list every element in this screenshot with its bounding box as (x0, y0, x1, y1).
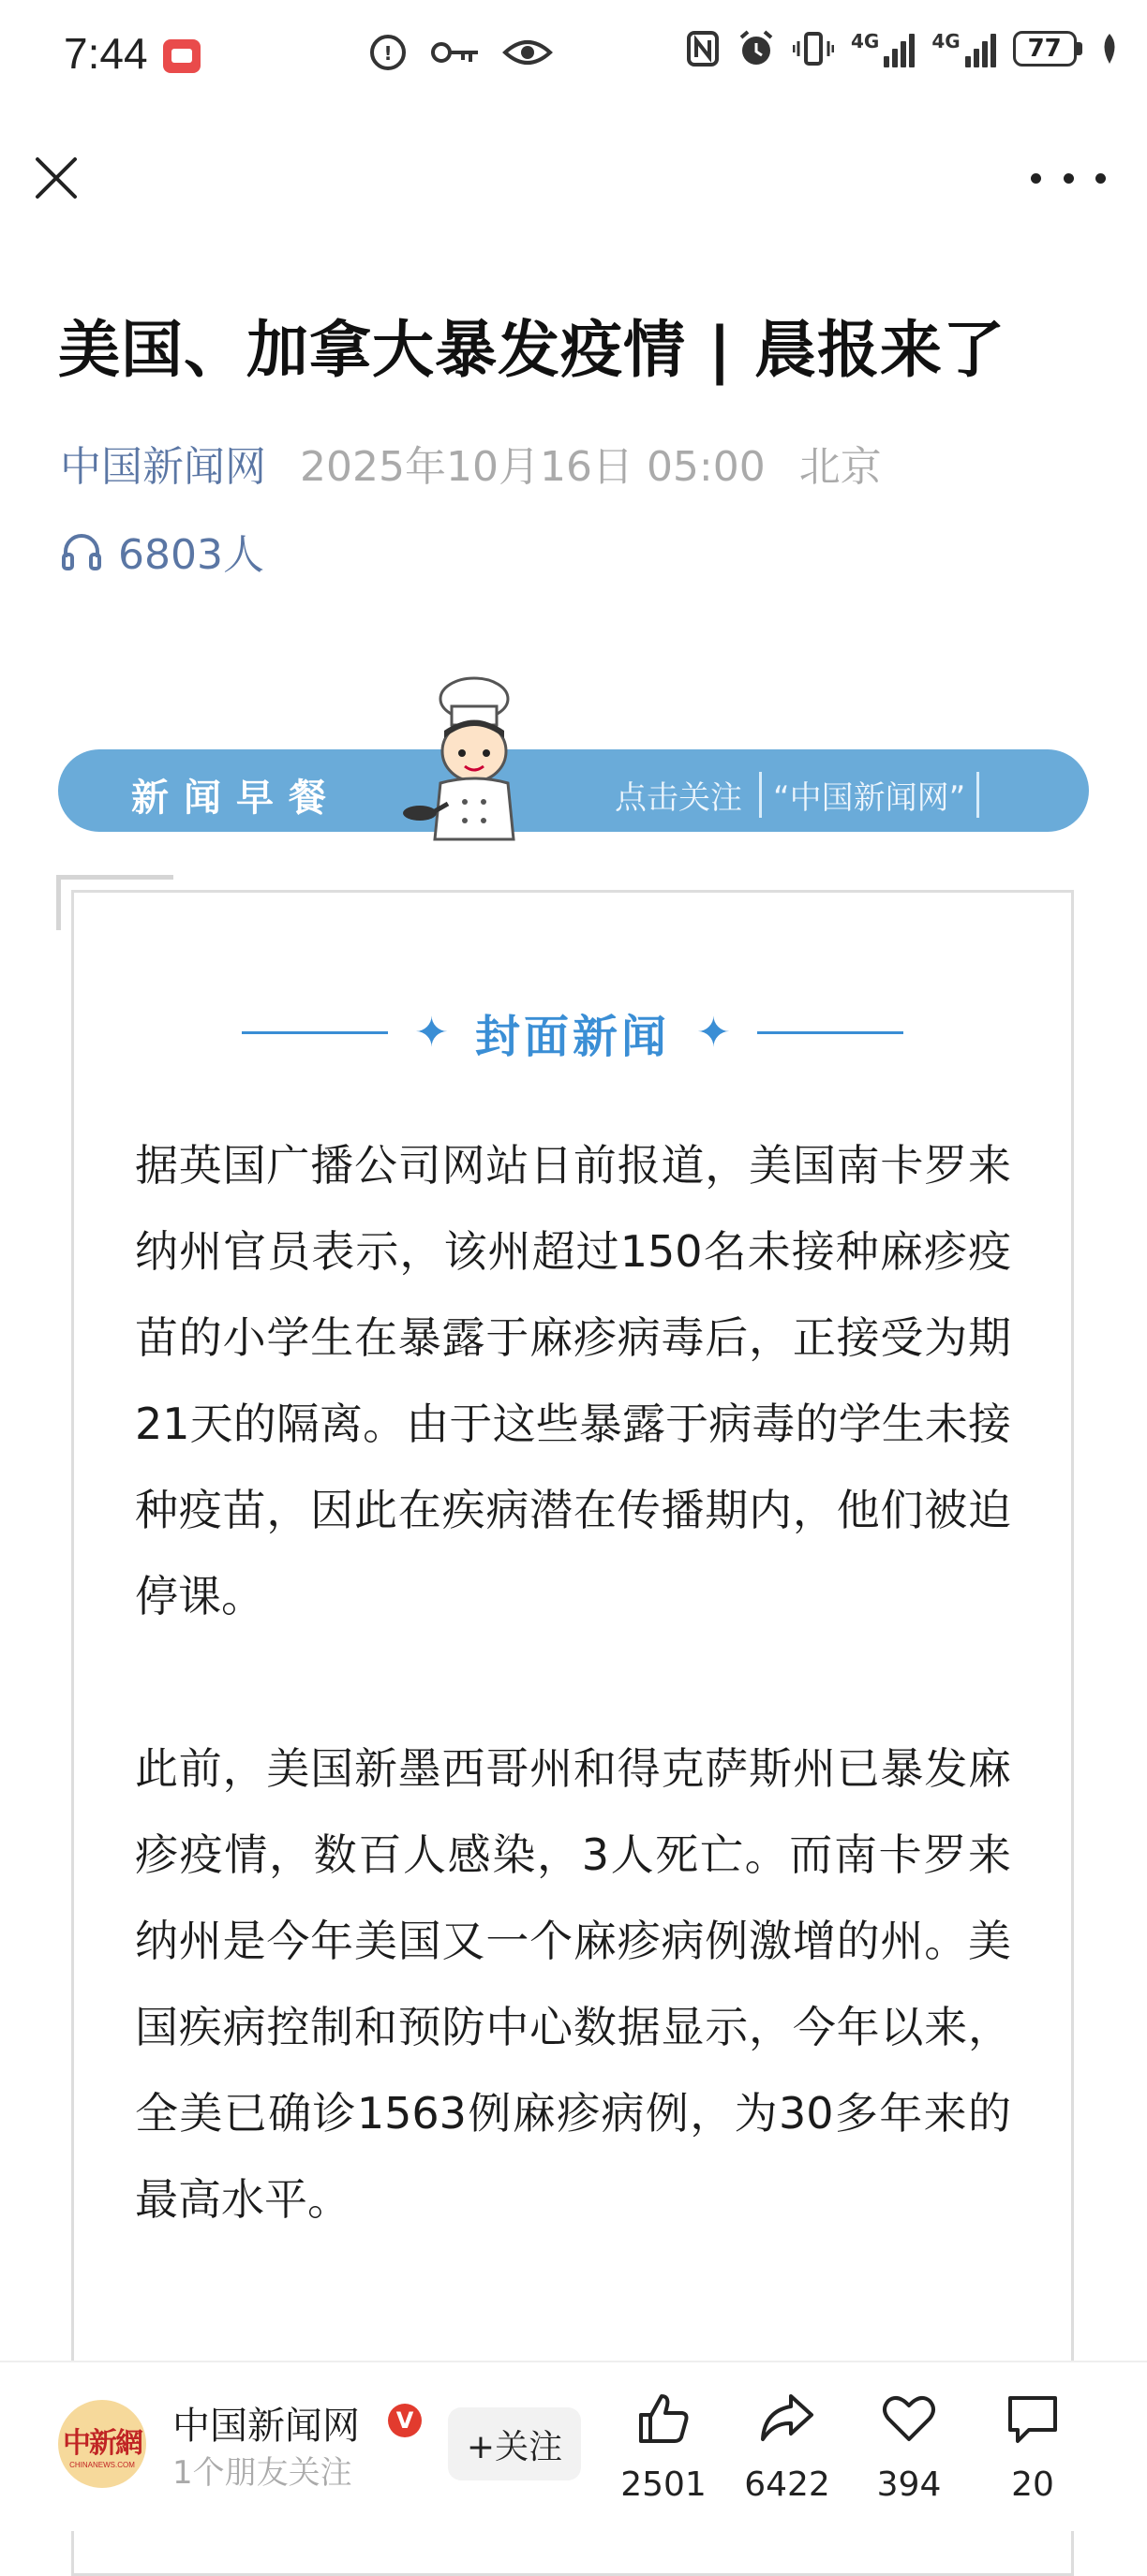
data-saver-icon (367, 32, 409, 73)
nfc-icon (686, 28, 720, 69)
vibrate-icon (793, 28, 834, 69)
article-paragraph: 据英国广播公司网站日前报道，美国南卡罗来纳州官员表示，该州超过150名未接种麻疹疫苗的小学生在暴露于麻疹病毒后，正接受为期21天的隔离。由于这些暴露于病毒的学生未接种疫苗，因此在疾病潜在传播期内，他们被迫停课。 (135, 1140, 1011, 1621)
like-count: 2501 (620, 2465, 707, 2504)
friends-following: 1个朋友关注 (172, 2454, 352, 2492)
notification-app-icon (163, 39, 201, 73)
banner-follow-text: 点击关注 (615, 779, 742, 817)
publisher-avatar[interactable] (58, 2400, 146, 2488)
article-title: 美国、加拿大暴发疫情 | 晨报来了 (58, 314, 1006, 386)
signal-strength-1 (851, 30, 915, 67)
headphones-icon (60, 529, 103, 572)
battery-level: 77 (1013, 31, 1077, 67)
share-arrow-icon (757, 2389, 817, 2449)
eye-icon (502, 32, 553, 73)
article-paragraph: 此前，美国新墨西哥州和得克萨斯州已暴发麻疹疫情，数百人感染，3人死亡。而南卡罗来纳州是今年美国又一个麻疹病例激增的州。美国疾病控制和预防中心数据显示，今年以来，全美已确诊1563例麻疹病例，为30多年来的最高水平。 (135, 1743, 1011, 2225)
section-divider-right (757, 1031, 903, 1034)
key-icon (429, 32, 482, 73)
verified-badge-icon: V (388, 2404, 422, 2437)
sparkle-icon: ✦ (414, 1009, 449, 1057)
section-title: 封面新闻 (474, 1011, 670, 1063)
network-type-1: 4G (851, 30, 880, 52)
favorite-button[interactable] (853, 2389, 965, 2504)
listen-count[interactable] (60, 521, 264, 581)
status-icons-right (686, 28, 1120, 69)
sparkle-icon: ✦ (696, 1009, 731, 1057)
listen-count-text: 6803人 (118, 531, 264, 579)
status-icons-middle (367, 32, 553, 73)
status-time: 7:44 (64, 29, 148, 78)
follow-button[interactable]: +关注 (448, 2407, 581, 2480)
chef-mascot-illustration (403, 673, 544, 841)
like-button[interactable] (607, 2389, 720, 2504)
article-meta (60, 433, 882, 493)
close-button[interactable] (28, 150, 84, 206)
close-icon (28, 150, 84, 206)
favorite-count: 394 (876, 2465, 942, 2504)
article-location: 北京 (798, 443, 882, 491)
avatar-logo-text: 中新網 (63, 2426, 142, 2460)
more-dot-icon (1064, 173, 1074, 184)
article-source-link[interactable]: 中国新闻网 (60, 443, 266, 491)
more-options-button[interactable] (1031, 159, 1106, 197)
heart-icon (879, 2389, 939, 2449)
comment-bubble-icon (1003, 2389, 1063, 2449)
comment-button[interactable] (976, 2389, 1089, 2504)
section-header (71, 1000, 1074, 1065)
banner-follow-prompt[interactable] (615, 772, 979, 818)
avatar-logo-subtext: CHINANEWS.COM (69, 2460, 135, 2469)
article-datetime: 2025年10月16日 05:00 (300, 443, 766, 491)
charging-leaf-icon (1099, 32, 1120, 66)
banner-follow-account: “中国新闻网” (759, 772, 979, 818)
more-dot-icon (1031, 173, 1041, 184)
alarm-icon (737, 28, 776, 69)
svg-text:!: ! (383, 42, 393, 65)
thumbs-up-icon (633, 2389, 693, 2449)
share-button[interactable] (731, 2389, 843, 2504)
battery-indicator (1013, 31, 1082, 67)
section-divider-left (242, 1031, 388, 1034)
share-count: 6422 (744, 2465, 830, 2504)
network-type-2: 4G (931, 30, 961, 52)
status-bar (0, 0, 1147, 112)
comment-count: 20 (1011, 2465, 1054, 2504)
banner-title: 新闻早餐 (131, 777, 341, 820)
more-dot-icon (1095, 173, 1106, 184)
publisher-name[interactable]: 中国新闻网 (172, 2405, 360, 2448)
signal-strength-2 (931, 30, 995, 67)
